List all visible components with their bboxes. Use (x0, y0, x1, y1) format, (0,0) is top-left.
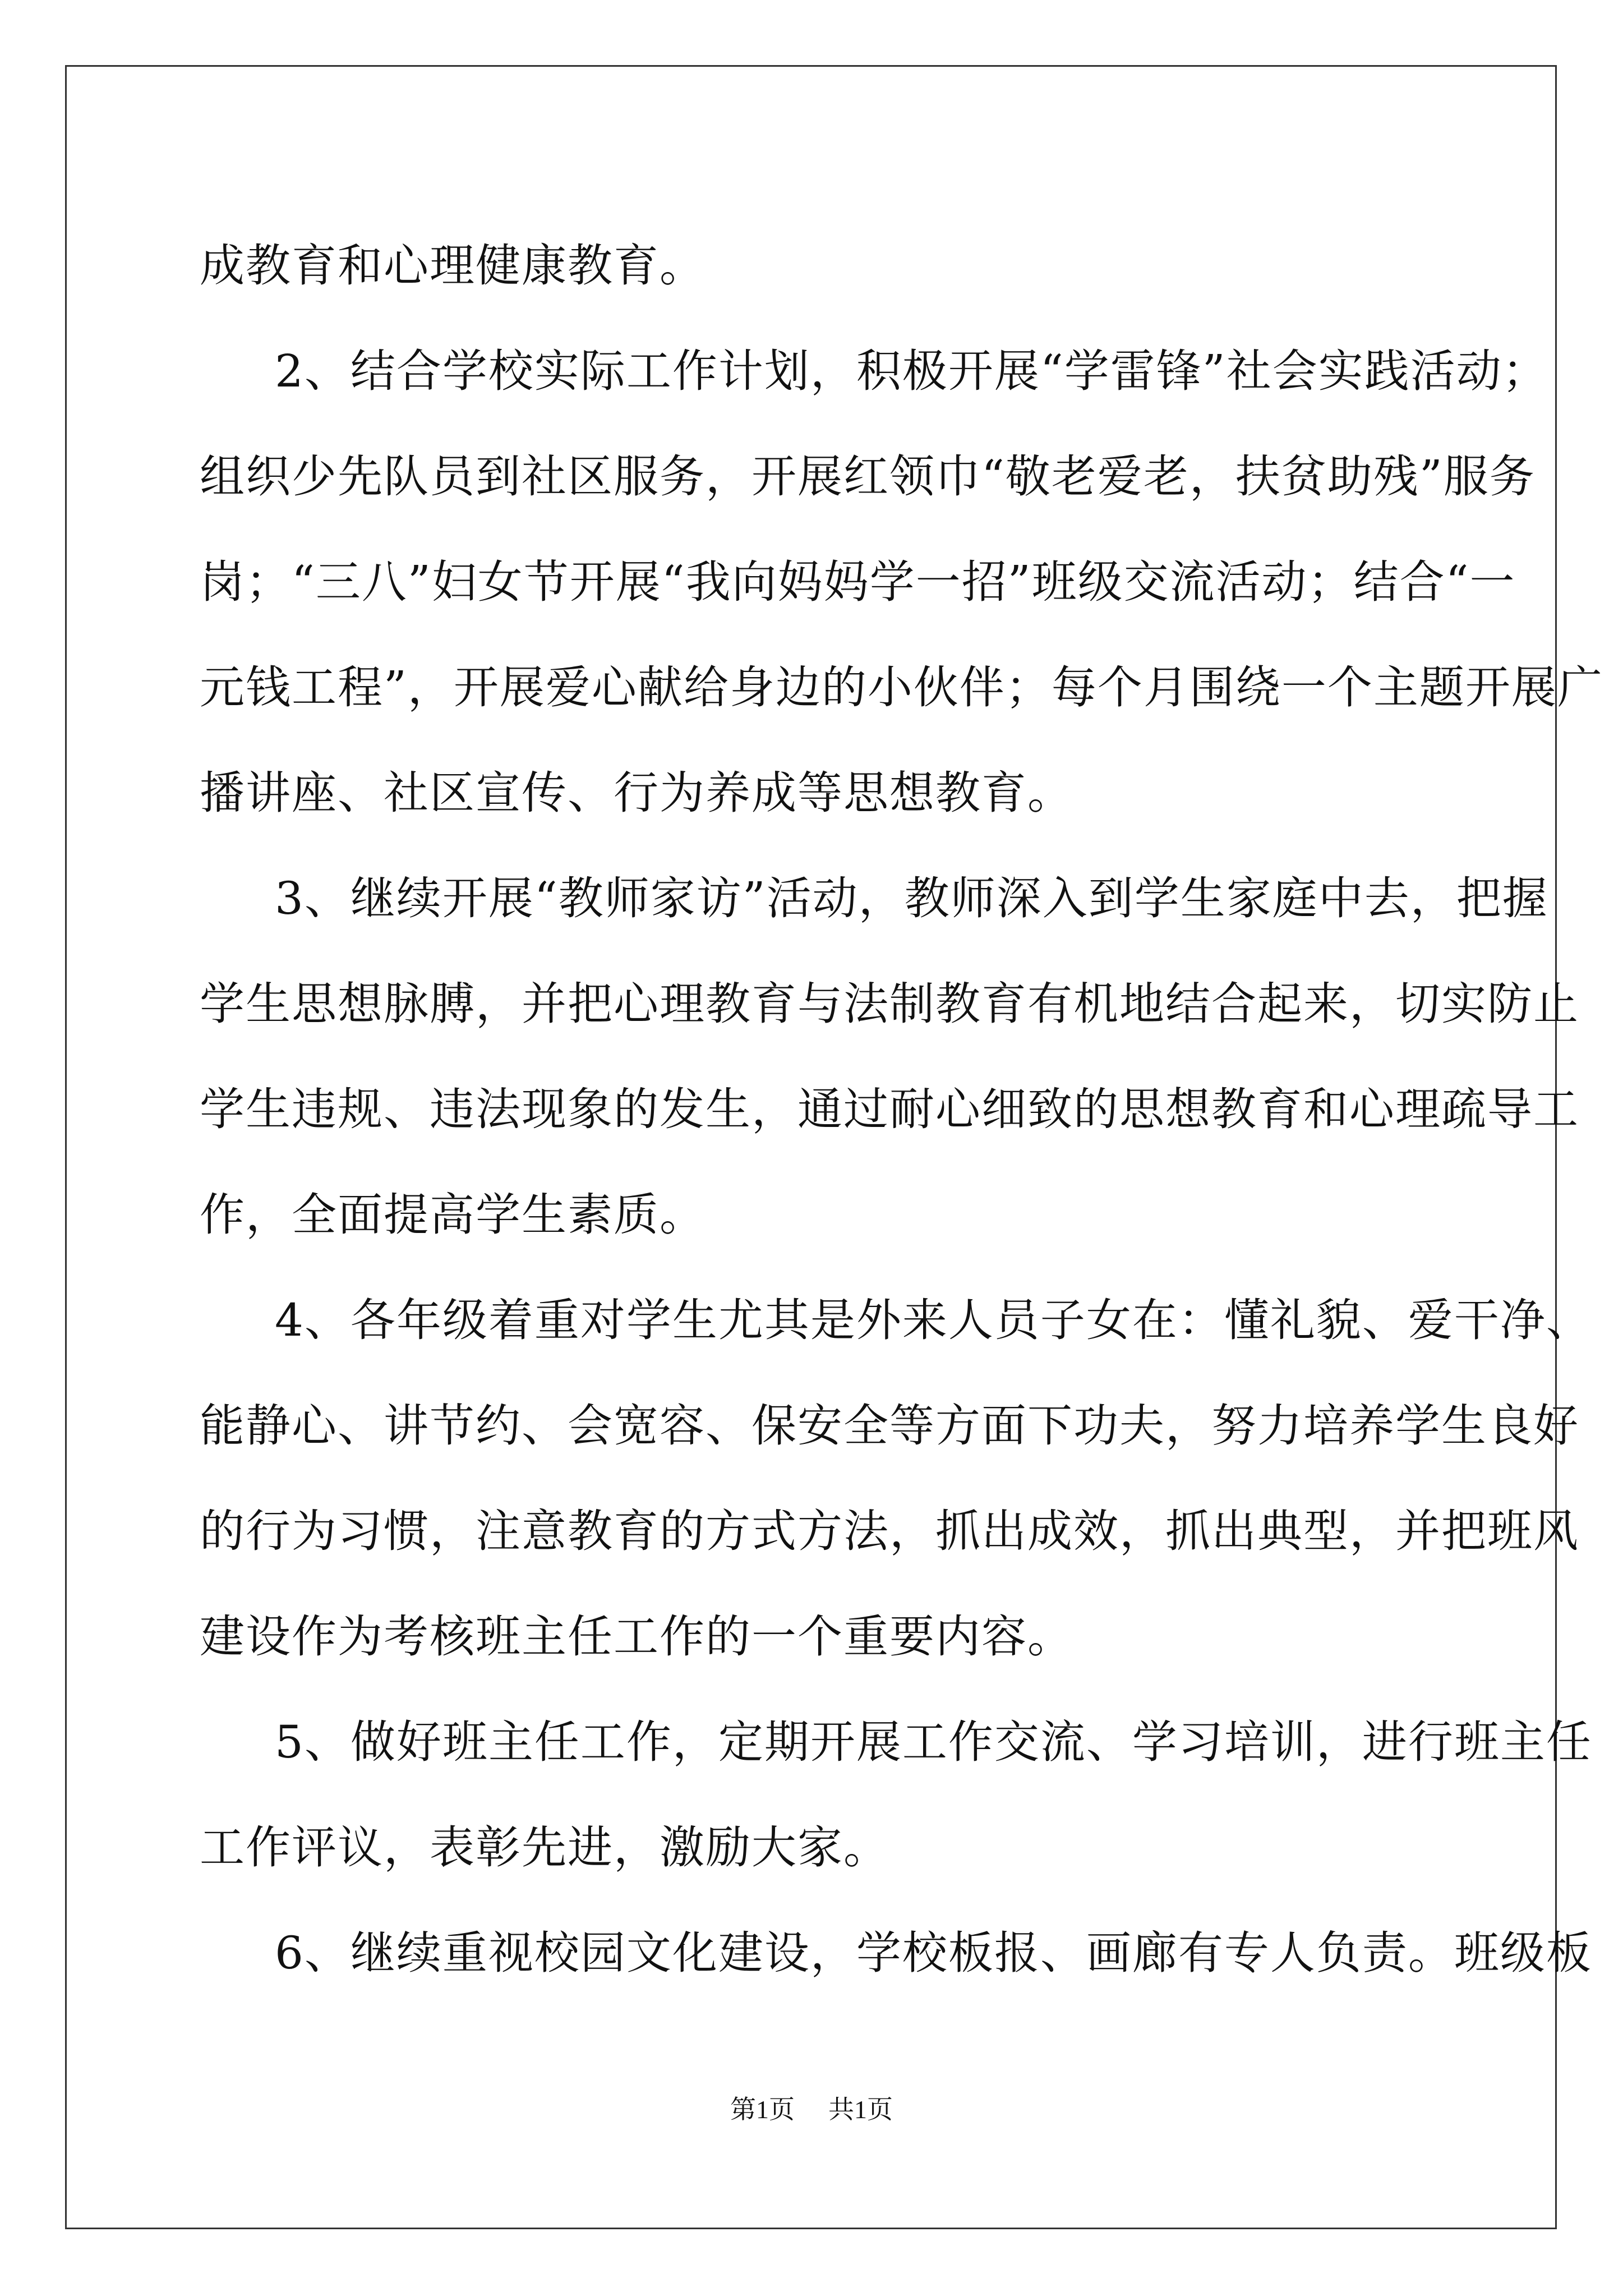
page-total: 共1页 (828, 2095, 893, 2124)
paragraph-2-line-2: 组织少先队员到社区服务，开展红领巾“敬老爱老，扶贫助残”服务 (200, 450, 1536, 503)
document-body (200, 213, 1603, 2006)
paragraph-3-line-1: 3、继续开展“教师家访”活动，教师深入到学生家庭中去，把握 (275, 872, 1548, 924)
paragraph-3-line-3: 学生违规、违法现象的发生，通过耐心细致的思想教育和心理疏导工 (200, 1083, 1579, 1135)
page-footer (0, 2089, 1623, 2126)
paragraph-4-line-1: 4、各年级着重对学生尤其是外来人员子女在：懂礼貌、爱干净、 (275, 1294, 1592, 1346)
paragraph-2-line-4: 元钱工程”，开展爱心献给身边的小伙伴；每个月围绕一个主题开展广 (200, 661, 1603, 714)
paragraph-5-line-2: 工作评议，表彰先进，激励大家。 (200, 1821, 889, 1874)
paragraph-5-line-1: 5、做好班主任工作，定期开展工作交流、学习培训，进行班主任 (275, 1716, 1592, 1768)
page-number: 第1页 (730, 2095, 795, 2124)
paragraph-6-line-1: 6、继续重视校园文化建设，学校板报、画廊有专人负责。班级板 (275, 1927, 1592, 1979)
paragraph-2-line-5: 播讲座、社区宣传、行为养成等思想教育。 (200, 767, 1073, 819)
paragraph-3-line-4: 作，全面提高学生素质。 (200, 1189, 706, 1241)
paragraph-2-line-1: 2、结合学校实际工作计划，积极开展“学雷锋”社会实践活动； (275, 345, 1548, 397)
text-line-continuation: 成教育和心理健康教育。 (200, 240, 706, 292)
paragraph-2-line-3: 岗；“三八”妇女节开展“我向妈妈学一招”班级交流活动；结合“一 (200, 556, 1516, 608)
paragraph-4-line-3: 的行为习惯，注意教育的方式方法，抓出成效，抓出典型，并把班风 (200, 1505, 1579, 1557)
paragraph-4-line-2: 能静心、讲节约、会宽容、保安全等方面下功夫，努力培养学生良好 (200, 1400, 1579, 1452)
paragraph-3-line-2: 学生思想脉膊，并把心理教育与法制教育有机地结合起来，切实防止 (200, 978, 1579, 1030)
paragraph-4-line-4: 建设作为考核班主任工作的一个重要内容。 (200, 1611, 1073, 1663)
